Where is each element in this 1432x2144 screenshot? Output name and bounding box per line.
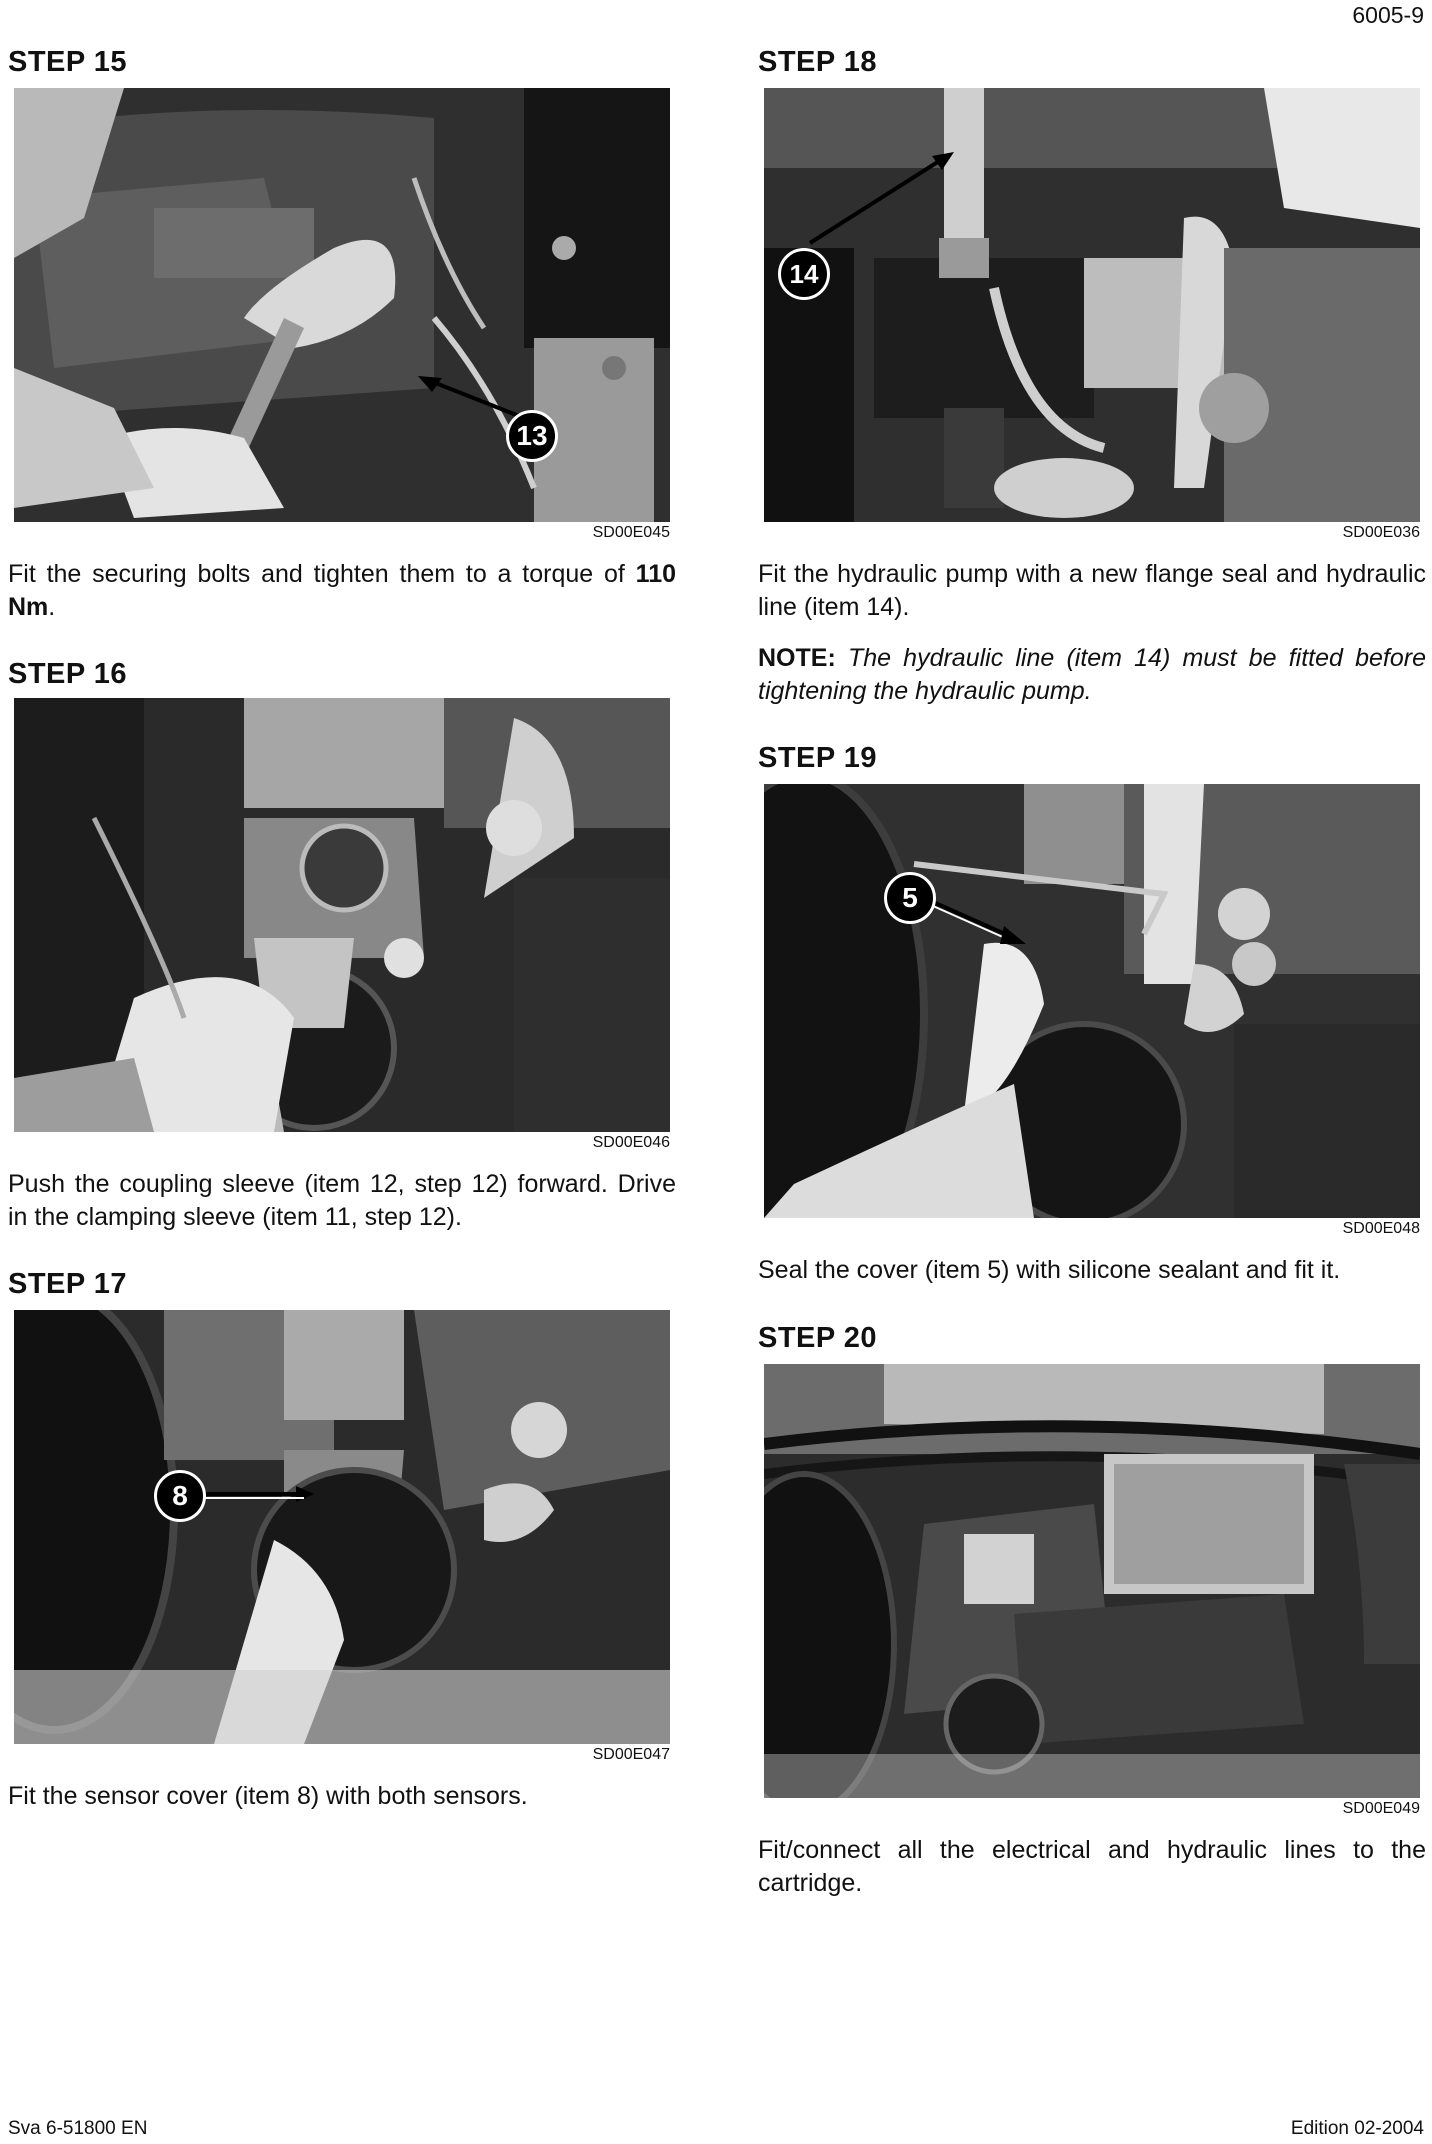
step-15-title: STEP 15	[8, 46, 128, 78]
step-19-photo	[764, 784, 1420, 1218]
step-17-title: STEP 17	[8, 1268, 128, 1300]
image-code: SD00E045	[592, 524, 670, 541]
step-18-note	[758, 642, 1426, 708]
step-17-photo	[14, 1310, 670, 1744]
step-16-photo	[14, 698, 670, 1132]
step-16-text: Push the coupling sleeve (item 12, step 12) forward. Drive in the clamping sleeve (item 11, step 12).	[8, 1170, 676, 1231]
footer-edition: Edition 02-2004	[1290, 2118, 1424, 2139]
note-label: NOTE:	[758, 644, 836, 672]
step-15-text	[8, 558, 676, 624]
step-18-photo	[764, 88, 1420, 522]
image-code: SD00E048	[1342, 1220, 1420, 1237]
step-15-text-end: .	[48, 593, 56, 621]
torque-value: 110 Nm	[8, 560, 677, 621]
image-code: SD00E036	[1342, 524, 1420, 541]
step-16-title: STEP 16	[8, 658, 128, 690]
step-20-photo	[764, 1364, 1420, 1798]
callout-badge: 14	[778, 248, 830, 300]
callout-badge: 8	[154, 1470, 206, 1522]
page-number: 6005-9	[1352, 2, 1424, 28]
step-18-text: Fit the hydraulic pump with a new flange seal and hydraulic line (item 14).	[758, 560, 1426, 621]
step-19-title: STEP 19	[758, 742, 878, 774]
callout-badge: 5	[884, 872, 936, 924]
note-text: The hydraulic line (item 14) must be fitted before tightening the hydraulic pump.	[758, 644, 1426, 705]
step-15-text-main: Fit the securing bolts and tighten them to a torque of	[8, 560, 625, 588]
image-code: SD00E046	[592, 1134, 670, 1151]
callout-badge: 13	[506, 410, 558, 462]
image-code: SD00E049	[1342, 1800, 1420, 1817]
step-19-text: Seal the cover (item 5) with silicone sealant and fit it.	[758, 1256, 1341, 1284]
step-20-text: Fit/connect all the electrical and hydraulic lines to the cartridge.	[758, 1836, 1426, 1897]
image-code: SD00E047	[592, 1746, 670, 1763]
step-15-photo	[14, 88, 670, 522]
footer-doc-id: Sva 6-51800 EN	[8, 2118, 148, 2139]
step-17-text: Fit the sensor cover (item 8) with both sensors.	[8, 1782, 528, 1810]
step-20-title: STEP 20	[758, 1322, 878, 1354]
step-18-title: STEP 18	[758, 46, 878, 78]
